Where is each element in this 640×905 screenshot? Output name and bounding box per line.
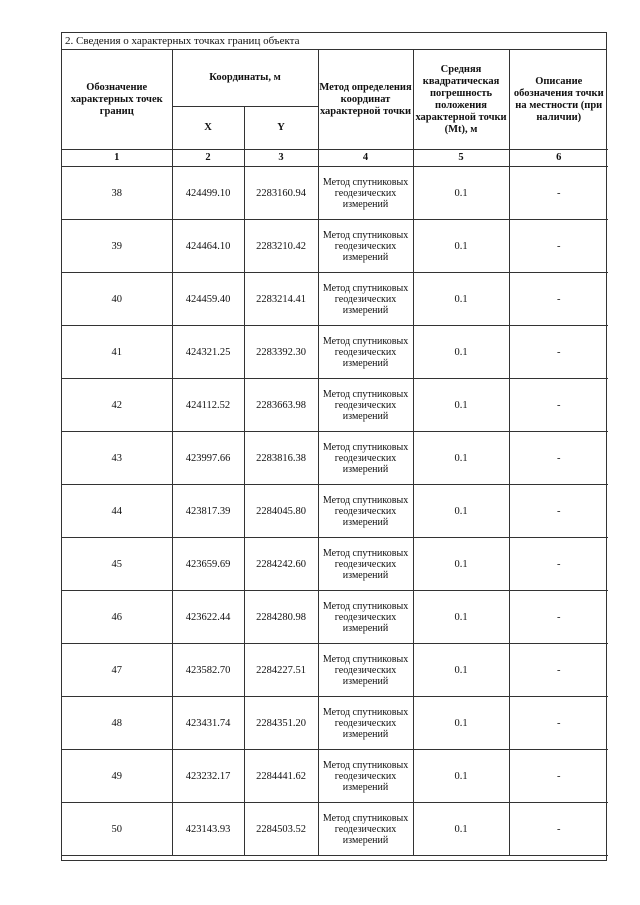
- document-page: [61, 32, 607, 861]
- description-cell: -: [509, 803, 608, 856]
- description-cell: -: [509, 750, 608, 803]
- accuracy-cell: 0.1: [413, 273, 509, 326]
- table-row: [62, 591, 608, 644]
- y-coordinate-cell: 2284227.51: [244, 644, 318, 697]
- footer-row: [62, 856, 608, 883]
- method-cell: Метод спутниковых геодезических измерений: [318, 326, 413, 379]
- point-designation-cell: 47: [62, 644, 172, 697]
- point-designation-cell: 40: [62, 273, 172, 326]
- boundary-points-table: [62, 50, 608, 882]
- method-cell: Метод спутниковых геодезических измерений: [318, 379, 413, 432]
- header-coordinates: Координаты, м: [172, 50, 318, 107]
- y-coordinate-cell: 2283392.30: [244, 326, 318, 379]
- column-number: 3: [244, 150, 318, 167]
- table-row: [62, 803, 608, 856]
- header-method: Метод определения координат характерной точки: [318, 50, 413, 150]
- table-row: [62, 485, 608, 538]
- table-row: [62, 750, 608, 803]
- accuracy-cell: 0.1: [413, 538, 509, 591]
- method-cell: Метод спутниковых геодезических измерений: [318, 591, 413, 644]
- accuracy-cell: 0.1: [413, 167, 509, 220]
- point-designation-cell: 48: [62, 697, 172, 750]
- table-row: [62, 538, 608, 591]
- description-cell: -: [509, 326, 608, 379]
- column-number: 6: [509, 150, 608, 167]
- column-number: 1: [62, 150, 172, 167]
- y-coordinate-cell: 2283210.42: [244, 220, 318, 273]
- accuracy-cell: 0.1: [413, 432, 509, 485]
- header-y: Y: [244, 107, 318, 150]
- description-cell: -: [509, 379, 608, 432]
- column-number: 5: [413, 150, 509, 167]
- accuracy-cell: 0.1: [413, 379, 509, 432]
- table-row: [62, 432, 608, 485]
- y-coordinate-cell: 2284045.80: [244, 485, 318, 538]
- x-coordinate-cell: 423431.74: [172, 697, 244, 750]
- method-cell: Метод спутниковых геодезических измерений: [318, 538, 413, 591]
- method-cell: Метод спутниковых геодезических измерений: [318, 644, 413, 697]
- description-cell: -: [509, 644, 608, 697]
- description-cell: -: [509, 697, 608, 750]
- point-designation-cell: 49: [62, 750, 172, 803]
- y-coordinate-cell: 2283663.98: [244, 379, 318, 432]
- accuracy-cell: 0.1: [413, 644, 509, 697]
- method-cell: Метод спутниковых геодезических измерений: [318, 803, 413, 856]
- table-row: [62, 220, 608, 273]
- description-cell: -: [509, 538, 608, 591]
- table-row: [62, 273, 608, 326]
- header-description: Описание обозначения точки на местности (при наличии): [509, 50, 608, 150]
- description-cell: -: [509, 273, 608, 326]
- x-coordinate-cell: 424464.10: [172, 220, 244, 273]
- description-cell: -: [509, 591, 608, 644]
- table-row: [62, 326, 608, 379]
- accuracy-cell: 0.1: [413, 326, 509, 379]
- y-coordinate-cell: 2283816.38: [244, 432, 318, 485]
- accuracy-cell: 0.1: [413, 803, 509, 856]
- accuracy-cell: 0.1: [413, 697, 509, 750]
- header-designation: Обозначение характерных точек границ: [62, 50, 172, 150]
- point-designation-cell: 45: [62, 538, 172, 591]
- y-coordinate-cell: 2284242.60: [244, 538, 318, 591]
- table-row: [62, 379, 608, 432]
- description-cell: -: [509, 485, 608, 538]
- accuracy-cell: 0.1: [413, 750, 509, 803]
- table-body: [62, 167, 608, 856]
- point-designation-cell: 44: [62, 485, 172, 538]
- accuracy-cell: 0.1: [413, 220, 509, 273]
- point-designation-cell: 50: [62, 803, 172, 856]
- description-cell: -: [509, 432, 608, 485]
- description-cell: -: [509, 220, 608, 273]
- empty-footer-cell: [62, 856, 608, 883]
- x-coordinate-cell: 424112.52: [172, 379, 244, 432]
- accuracy-cell: 0.1: [413, 485, 509, 538]
- point-designation-cell: 38: [62, 167, 172, 220]
- x-coordinate-cell: 423622.44: [172, 591, 244, 644]
- method-cell: Метод спутниковых геодезических измерений: [318, 432, 413, 485]
- y-coordinate-cell: 2284280.98: [244, 591, 318, 644]
- x-coordinate-cell: 423582.70: [172, 644, 244, 697]
- method-cell: Метод спутниковых геодезических измерений: [318, 697, 413, 750]
- method-cell: Метод спутниковых геодезических измерений: [318, 485, 413, 538]
- header-x: X: [172, 107, 244, 150]
- x-coordinate-cell: 424459.40: [172, 273, 244, 326]
- table-row: [62, 644, 608, 697]
- column-number: 4: [318, 150, 413, 167]
- method-cell: Метод спутниковых геодезических измерений: [318, 273, 413, 326]
- x-coordinate-cell: 423143.93: [172, 803, 244, 856]
- y-coordinate-cell: 2284441.62: [244, 750, 318, 803]
- point-designation-cell: 43: [62, 432, 172, 485]
- y-coordinate-cell: 2284503.52: [244, 803, 318, 856]
- table-row: [62, 167, 608, 220]
- header-accuracy: Средняя квадратическая погрешность положения характерной точки (Mt), м: [413, 50, 509, 150]
- x-coordinate-cell: 424499.10: [172, 167, 244, 220]
- point-designation-cell: 42: [62, 379, 172, 432]
- x-coordinate-cell: 423817.39: [172, 485, 244, 538]
- y-coordinate-cell: 2283214.41: [244, 273, 318, 326]
- x-coordinate-cell: 423997.66: [172, 432, 244, 485]
- section-title: 2. Сведения о характерных точках границ объекта: [62, 33, 606, 50]
- column-number: 2: [172, 150, 244, 167]
- x-coordinate-cell: 423232.17: [172, 750, 244, 803]
- header-row-top: [62, 50, 608, 107]
- table-row: [62, 697, 608, 750]
- y-coordinate-cell: 2284351.20: [244, 697, 318, 750]
- point-designation-cell: 46: [62, 591, 172, 644]
- method-cell: Метод спутниковых геодезических измерений: [318, 220, 413, 273]
- description-cell: -: [509, 167, 608, 220]
- x-coordinate-cell: 424321.25: [172, 326, 244, 379]
- method-cell: Метод спутниковых геодезических измерений: [318, 750, 413, 803]
- accuracy-cell: 0.1: [413, 591, 509, 644]
- method-cell: Метод спутниковых геодезических измерений: [318, 167, 413, 220]
- point-designation-cell: 41: [62, 326, 172, 379]
- y-coordinate-cell: 2283160.94: [244, 167, 318, 220]
- column-number-row: [62, 150, 608, 167]
- x-coordinate-cell: 423659.69: [172, 538, 244, 591]
- point-designation-cell: 39: [62, 220, 172, 273]
